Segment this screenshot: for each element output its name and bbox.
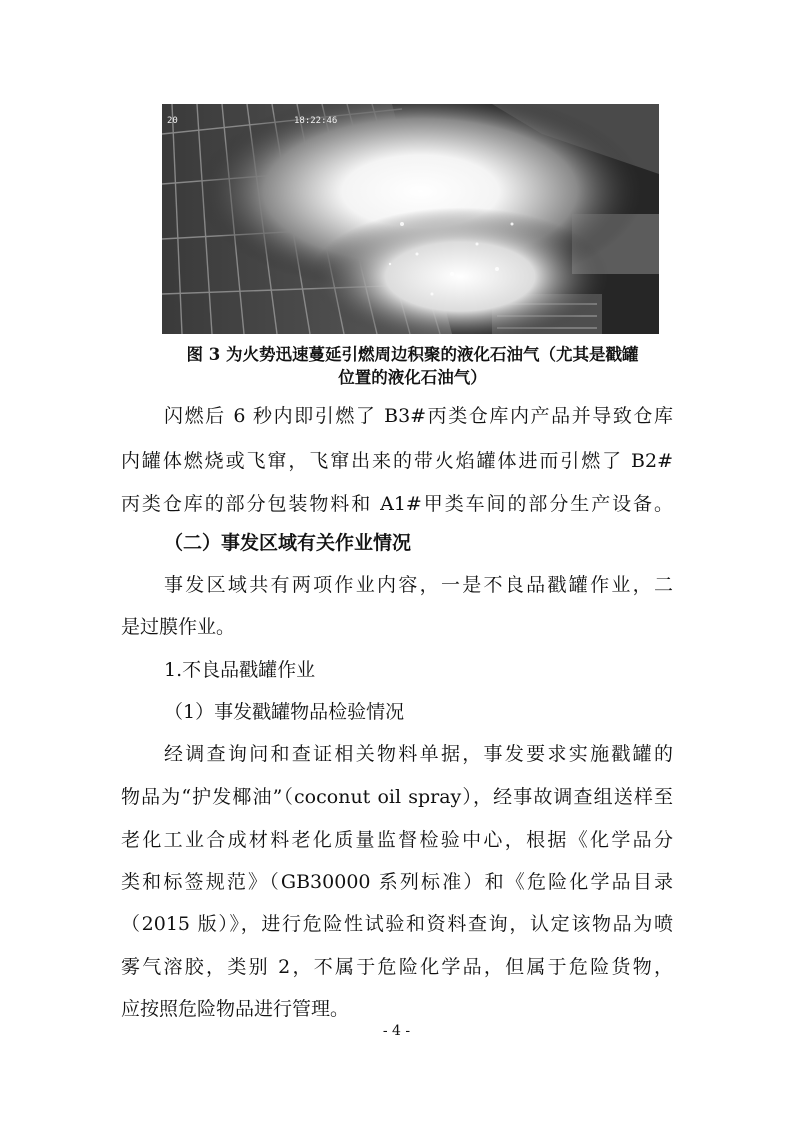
fire-photo-illustration — [162, 104, 659, 334]
paragraph-line: 雾气溶胶，类别 2，不属于危险化学品，但属于危险货物， — [121, 956, 673, 978]
subsection-heading: 1.不良品戳罐作业 — [164, 659, 316, 681]
subsection-heading: （1）事发戳罐物品检验情况 — [164, 701, 405, 723]
overlay-camera-id: 20 — [167, 116, 178, 126]
paragraph-line: 经调查询问和查证相关物料单据，事发要求实施戳罐的 — [164, 743, 673, 765]
paragraph-line: （2015 版）》，进行危险性试验和资料查询，认定该物品为喷 — [121, 913, 673, 935]
paragraph-line: 类和标签规范》（GB30000 系列标准）和《危险化学品目录 — [121, 871, 673, 893]
paragraph-line: 是过膜作业。 — [121, 616, 236, 638]
section-heading: （二）事发区域有关作业情况 — [164, 532, 412, 554]
paragraph-line: 应按照危险物品进行管理。 — [121, 998, 350, 1020]
figure-caption — [150, 343, 675, 389]
paragraph-line: 事发区域共有两项作业内容，一是不良品戳罐作业，二 — [164, 574, 673, 596]
paragraph-line: 内罐体燃烧或飞窜，飞窜出来的带火焰罐体进而引燃了 B2# — [121, 450, 673, 472]
paragraph-line: 闪燃后 6 秒内即引燃了 B3#丙类仓库内产品并导致仓库 — [164, 405, 673, 427]
figure-caption-line-1: 图 3 为火势迅速蔓延引燃周边积聚的液化石油气（尤其是戳罐 — [186, 345, 639, 364]
paragraph-line: 老化工业合成材料老化质量监督检验中心，根据《化学品分 — [121, 829, 673, 851]
photo-timestamp-overlay — [162, 116, 659, 128]
paragraph-line: 物品为“护发椰油”（coconut oil spray），经事故调查组送样至 — [121, 786, 673, 808]
paragraph-line: 丙类仓库的部分包装物料和 A1#甲类车间的部分生产设备。 — [121, 493, 673, 515]
figure-caption-line-2: 位置的液化石油气） — [338, 368, 487, 387]
overlay-time: 18:22:46 — [294, 116, 338, 126]
fire-surveillance-photo — [162, 104, 659, 334]
page-number: - 4 - — [382, 1023, 411, 1039]
